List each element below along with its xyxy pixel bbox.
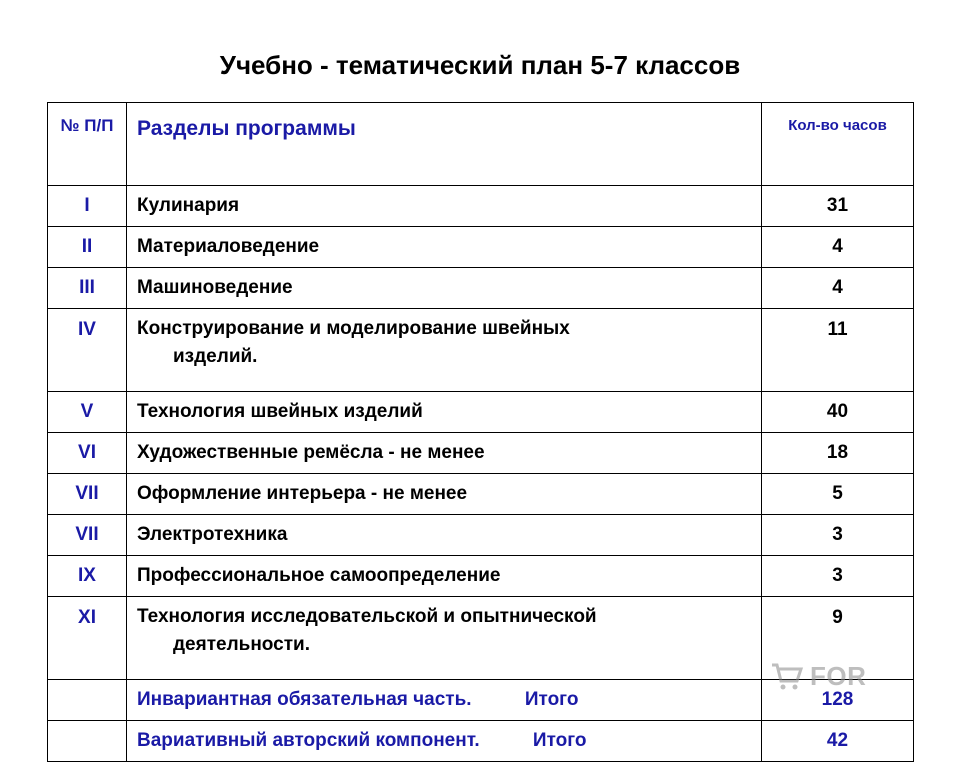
row-num: IV [48, 309, 127, 392]
row-num: I [48, 186, 127, 227]
row-num: V [48, 392, 127, 433]
row-hours: 18 [762, 433, 914, 474]
total-row [48, 721, 914, 762]
row-hours: 31 [762, 186, 914, 227]
row-section: Профессиональное самоопределение [127, 556, 762, 597]
row-section: Электротехника [127, 515, 762, 556]
watermark-text: FOR [810, 660, 867, 691]
row-section-continuation: деятельности. [173, 634, 310, 655]
row-num: XI [48, 597, 127, 680]
row-section: Оформление интерьера - не менее [127, 474, 762, 515]
table-row [48, 515, 914, 556]
row-section-continuation: изделий. [173, 346, 258, 367]
row-section: Материаловедение [127, 227, 762, 268]
total-num-empty [48, 680, 127, 721]
total-num-empty [48, 721, 127, 762]
total-hours: 128 [762, 680, 914, 721]
total-hours: 42 [762, 721, 914, 762]
row-num: VII [48, 515, 127, 556]
row-hours: 5 [762, 474, 914, 515]
header-num: № П/П [48, 103, 127, 186]
row-hours: 4 [762, 227, 914, 268]
table-row [48, 227, 914, 268]
table-row [48, 309, 914, 392]
row-section: Технология швейных изделий [127, 392, 762, 433]
row-hours: 4 [762, 268, 914, 309]
row-section-cell [127, 309, 762, 392]
total-itogo: Итого [532, 730, 587, 751]
total-label-cell [127, 721, 762, 762]
row-hours: 11 [762, 309, 914, 392]
page-title: Учебно - тематический план 5-7 классов [219, 50, 741, 80]
row-section: Машиноведение [127, 268, 762, 309]
total-label-cell [127, 680, 762, 721]
header-hours: Кол-во часов [762, 103, 914, 186]
total-label: Вариативный авторский компонент. [137, 730, 480, 751]
row-num: VI [48, 433, 127, 474]
row-hours: 9 [762, 597, 914, 680]
row-num: II [48, 227, 127, 268]
header-section: Разделы программы [127, 103, 762, 186]
table-row [48, 556, 914, 597]
watermark [770, 658, 930, 694]
row-section: Художественные ремёсла - не менее [127, 433, 762, 474]
row-hours: 40 [762, 392, 914, 433]
table-row [48, 433, 914, 474]
row-num: III [48, 268, 127, 309]
row-num: IX [48, 556, 127, 597]
row-num: VII [48, 474, 127, 515]
row-section: Технология исследовательской и опытнической [137, 606, 597, 627]
row-hours: 3 [762, 515, 914, 556]
row-section-cell [127, 597, 762, 680]
table-header-row [48, 103, 914, 186]
row-section: Кулинария [127, 186, 762, 227]
table-row [48, 474, 914, 515]
row-hours: 3 [762, 556, 914, 597]
table-row [48, 392, 914, 433]
total-label: Инвариантная обязательная часть. [137, 689, 472, 710]
table-row [48, 268, 914, 309]
total-itogo: Итого [524, 689, 579, 710]
table-row [48, 186, 914, 227]
row-section: Конструирование и моделирование швейных [137, 318, 570, 339]
cart-icon [770, 661, 804, 691]
